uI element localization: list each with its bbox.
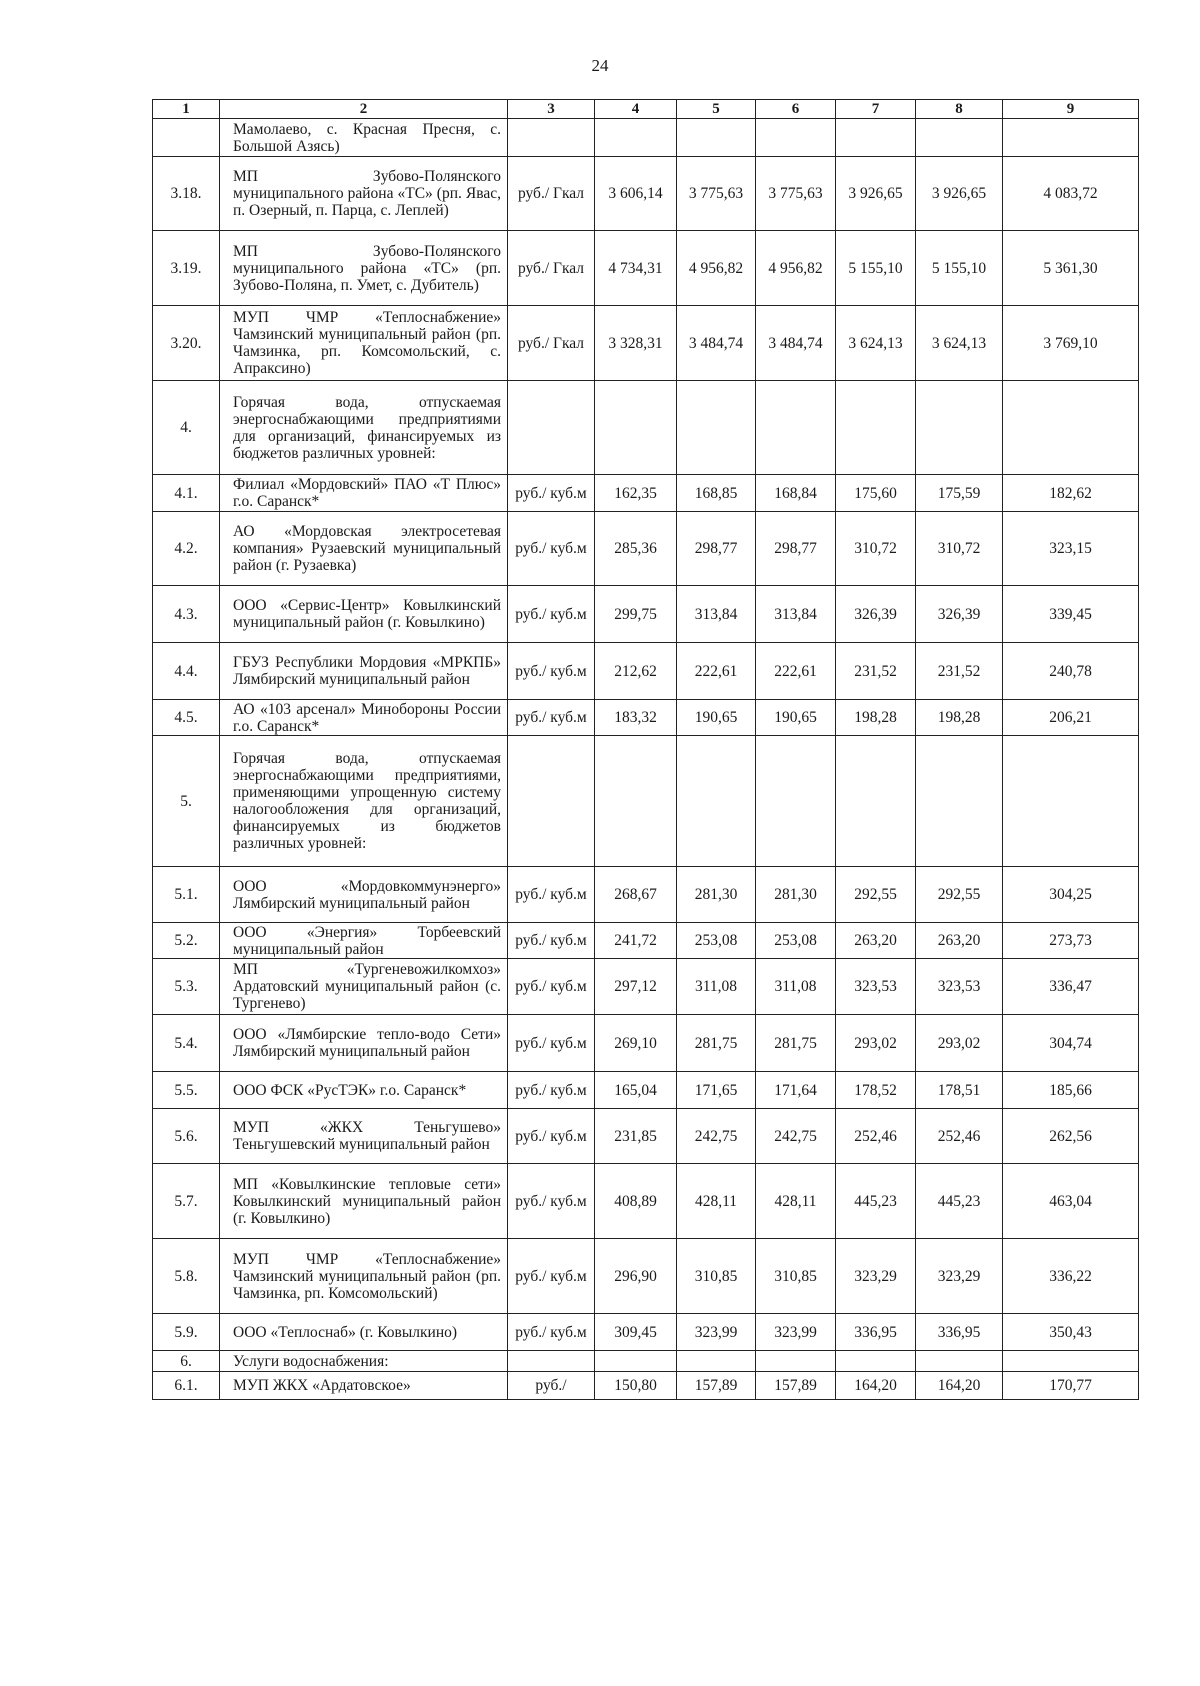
tariff-value: 183,32 [595,700,677,736]
tariff-value: 339,45 [1003,586,1139,643]
tariff-value: 310,85 [677,1239,756,1314]
unit-of-measure: руб./ куб.м [508,1072,595,1109]
column-header: 6 [756,100,836,119]
tariff-value [595,1351,677,1372]
tariff-value: 3 769,10 [1003,306,1139,381]
tariff-value [677,381,756,475]
table-row [153,231,1139,306]
tariff-value: 164,20 [836,1372,916,1400]
organization-name: АО «103 арсенал» Минобороны России г.о. Саранск* [220,700,508,736]
tariff-value: 171,64 [756,1072,836,1109]
tariff-value: 310,85 [756,1239,836,1314]
unit-of-measure: руб./ куб.м [508,1015,595,1072]
row-number: 5.7. [153,1164,220,1239]
tariff-value: 297,12 [595,959,677,1015]
tariff-value: 4 734,31 [595,231,677,306]
column-header: 7 [836,100,916,119]
tariff-value: 336,95 [836,1314,916,1351]
organization-name: Услуги водоснабжения: [220,1351,508,1372]
table-row [153,643,1139,700]
tariff-value: 269,10 [595,1015,677,1072]
tariff-value [677,119,756,157]
tariff-value: 3 926,65 [916,157,1003,231]
row-number: 3.18. [153,157,220,231]
tariff-value [1003,1351,1139,1372]
tariff-value: 326,39 [916,586,1003,643]
header-row [153,100,1139,119]
tariff-value: 293,02 [836,1015,916,1072]
tariff-value [916,381,1003,475]
tariff-value [756,119,836,157]
tariff-value: 3 775,63 [756,157,836,231]
organization-name: ООО ФСК «РусТЭК» г.о. Саранск* [220,1072,508,1109]
table-row [153,119,1139,157]
unit-of-measure: руб./ куб.м [508,512,595,586]
page-number: 24 [591,56,609,75]
tariff-value: 304,74 [1003,1015,1139,1072]
tariff-table [152,99,1139,1400]
unit-of-measure: руб./ куб.м [508,959,595,1015]
table-row [153,700,1139,736]
organization-name: ООО «Энергия» Торбеевский муниципальный район [220,923,508,959]
tariff-value: 445,23 [836,1164,916,1239]
tariff-value [916,736,1003,867]
organization-name: ООО «Лямбирские тепло-водо Сети» Лямбирский муниципальный район [220,1015,508,1072]
tariff-value: 268,67 [595,867,677,923]
table-row [153,736,1139,867]
row-number: 4.1. [153,475,220,512]
tariff-value: 182,62 [1003,475,1139,512]
tariff-value: 168,84 [756,475,836,512]
organization-name: Горячая вода, отпускаемая энергоснабжающими предприятиями для организаций, финансируемых из бюджетов различных уровней: [220,381,508,475]
row-number: 3.20. [153,306,220,381]
unit-of-measure: руб./ куб.м [508,586,595,643]
tariff-value [595,736,677,867]
tariff-value: 285,36 [595,512,677,586]
row-number: 4. [153,381,220,475]
row-number: 5.8. [153,1239,220,1314]
tariff-value: 165,04 [595,1072,677,1109]
tariff-value [756,381,836,475]
tariff-value: 3 775,63 [677,157,756,231]
table-row [153,157,1139,231]
tariff-value: 185,66 [1003,1072,1139,1109]
tariff-value: 231,52 [836,643,916,700]
tariff-value: 3 926,65 [836,157,916,231]
tariff-value: 241,72 [595,923,677,959]
unit-of-measure: руб./ куб.м [508,1164,595,1239]
organization-name: ГБУЗ Республики Мордовия «МРКПБ» Лямбирский муниципальный район [220,643,508,700]
column-header: 5 [677,100,756,119]
column-header: 2 [220,100,508,119]
tariff-value: 323,29 [916,1239,1003,1314]
table-row [153,1372,1139,1400]
organization-name: ООО «Мордовкоммунэнерго» Лямбирский муниципальный район [220,867,508,923]
tariff-value: 281,75 [756,1015,836,1072]
unit-of-measure: руб./ куб.м [508,643,595,700]
unit-of-measure [508,1351,595,1372]
tariff-value: 171,65 [677,1072,756,1109]
tariff-value: 231,85 [595,1109,677,1164]
tariff-value: 323,99 [677,1314,756,1351]
organization-name: МП Зубово-Полянского муниципального района «ТС» (рп. Зубово-Поляна, п. Умет, с. Дубитель) [220,231,508,306]
tariff-value: 175,59 [916,475,1003,512]
tariff-value: 336,22 [1003,1239,1139,1314]
tariff-value: 292,55 [836,867,916,923]
tariff-value: 170,77 [1003,1372,1139,1400]
tariff-value: 310,72 [836,512,916,586]
tariff-value: 445,23 [916,1164,1003,1239]
table-row [153,586,1139,643]
tariff-value [595,119,677,157]
unit-of-measure: руб./ куб.м [508,700,595,736]
tariff-value: 3 328,31 [595,306,677,381]
table-row [153,512,1139,586]
tariff-value: 463,04 [1003,1164,1139,1239]
tariff-value: 175,60 [836,475,916,512]
row-number: 4.5. [153,700,220,736]
tariff-value: 323,99 [756,1314,836,1351]
organization-name: АО «Мордовская электросетевая компания» Рузаевский муниципальный район (г. Рузаевка) [220,512,508,586]
tariff-value: 198,28 [836,700,916,736]
organization-name: МУП «ЖКХ Теньгушево» Теньгушевский муниципальный район [220,1109,508,1164]
tariff-value: 240,78 [1003,643,1139,700]
tariff-value: 190,65 [677,700,756,736]
tariff-value [1003,736,1139,867]
tariff-value: 296,90 [595,1239,677,1314]
tariff-value: 428,11 [677,1164,756,1239]
tariff-value: 3 606,14 [595,157,677,231]
column-header: 9 [1003,100,1139,119]
organization-name: МП «Ковылкинские тепловые сети» Ковылкинский муниципальный район (г. Ковылкино) [220,1164,508,1239]
tariff-value: 304,25 [1003,867,1139,923]
organization-name: Филиал «Мордовский» ПАО «Т Плюс» г.о. Саранск* [220,475,508,512]
table-row [153,1164,1139,1239]
tariff-value: 3 484,74 [756,306,836,381]
tariff-value: 222,61 [756,643,836,700]
row-number: 3.19. [153,231,220,306]
tariff-value: 428,11 [756,1164,836,1239]
column-header: 3 [508,100,595,119]
tariff-value: 298,77 [677,512,756,586]
table-row [153,867,1139,923]
row-number: 5.2. [153,923,220,959]
table-row [153,959,1139,1015]
tariff-value: 323,15 [1003,512,1139,586]
tariff-value: 311,08 [756,959,836,1015]
tariff-value [836,736,916,867]
tariff-value [916,1351,1003,1372]
table-row [153,306,1139,381]
unit-of-measure: руб./ Гкал [508,157,595,231]
tariff-value: 5 155,10 [836,231,916,306]
tariff-value: 299,75 [595,586,677,643]
row-number: 6.1. [153,1372,220,1400]
tariff-value: 242,75 [756,1109,836,1164]
column-header: 8 [916,100,1003,119]
tariff-value [836,1351,916,1372]
tariff-value [1003,119,1139,157]
organization-name: Мамолаево, с. Красная Пресня, с. Большой Азясь) [220,119,508,157]
tariff-value: 336,95 [916,1314,1003,1351]
tariff-value: 178,51 [916,1072,1003,1109]
tariff-value: 281,30 [677,867,756,923]
tariff-value: 242,75 [677,1109,756,1164]
tariff-value: 273,73 [1003,923,1139,959]
tariff-value: 3 624,13 [836,306,916,381]
unit-of-measure: руб./ куб.м [508,867,595,923]
tariff-value: 164,20 [916,1372,1003,1400]
table-row [153,475,1139,512]
tariff-value: 178,52 [836,1072,916,1109]
tariff-value: 298,77 [756,512,836,586]
tariff-value: 212,62 [595,643,677,700]
tariff-value [916,119,1003,157]
row-number: 4.3. [153,586,220,643]
tariff-value: 263,20 [916,923,1003,959]
tariff-value: 198,28 [916,700,1003,736]
tariff-value: 3 484,74 [677,306,756,381]
row-number: 5.5. [153,1072,220,1109]
column-header: 1 [153,100,220,119]
row-number: 5.9. [153,1314,220,1351]
tariff-value: 5 361,30 [1003,231,1139,306]
unit-of-measure: руб./ Гкал [508,231,595,306]
tariff-value: 253,08 [677,923,756,959]
row-number: 4.4. [153,643,220,700]
unit-of-measure: руб./ куб.м [508,1109,595,1164]
tariff-value: 231,52 [916,643,1003,700]
organization-name: МУП ЧМР «Теплоснабжение» Чамзинский муниципальный район (рп. Чамзинка, рп. Комсомольский, с. Апраксино) [220,306,508,381]
tariff-value: 4 956,82 [677,231,756,306]
tariff-value: 293,02 [916,1015,1003,1072]
tariff-value: 313,84 [756,586,836,643]
unit-of-measure: руб./ куб.м [508,1314,595,1351]
tariff-value: 162,35 [595,475,677,512]
tariff-value: 4 083,72 [1003,157,1139,231]
tariff-value: 281,30 [756,867,836,923]
tariff-value [1003,381,1139,475]
row-number: 5.6. [153,1109,220,1164]
organization-name: МП «Тургеневожилкомхоз» Ардатовский муниципальный район (с. Тургенево) [220,959,508,1015]
organization-name: ООО «Сервис-Центр» Ковылкинский муниципальный район (г. Ковылкино) [220,586,508,643]
unit-of-measure [508,381,595,475]
tariff-value: 336,47 [1003,959,1139,1015]
tariff-value: 3 624,13 [916,306,1003,381]
unit-of-measure [508,119,595,157]
tariff-value [836,381,916,475]
tariff-value [836,119,916,157]
table-row [153,923,1139,959]
tariff-value [677,736,756,867]
organization-name: МП Зубово-Полянского муниципального района «ТС» (рп. Явас, п. Озерный, п. Парца, с. Леплей) [220,157,508,231]
organization-name: МУП ЖКХ «Ардатовское» [220,1372,508,1400]
tariff-value [595,381,677,475]
tariff-value: 326,39 [836,586,916,643]
tariff-value: 292,55 [916,867,1003,923]
tariff-value: 222,61 [677,643,756,700]
unit-of-measure [508,736,595,867]
tariff-value: 313,84 [677,586,756,643]
table-row [153,1314,1139,1351]
unit-of-measure: руб./ [508,1372,595,1400]
tariff-value: 252,46 [836,1109,916,1164]
table-row [153,1072,1139,1109]
tariff-value: 408,89 [595,1164,677,1239]
tariff-value: 4 956,82 [756,231,836,306]
tariff-value: 150,80 [595,1372,677,1400]
tariff-value: 310,72 [916,512,1003,586]
row-number: 4.2. [153,512,220,586]
row-number: 5.1. [153,867,220,923]
table-row [153,1015,1139,1072]
tariff-value: 157,89 [677,1372,756,1400]
tariff-value: 5 155,10 [916,231,1003,306]
organization-name: Горячая вода, отпускаемая энергоснабжающими предприятиями, применяющими упрощенную систему налогообложения для организаций, финансируемых из бюджетов различных уровней: [220,736,508,867]
table-row [153,1239,1139,1314]
tariff-value: 253,08 [756,923,836,959]
tariff-value: 323,53 [916,959,1003,1015]
tariff-value: 157,89 [756,1372,836,1400]
unit-of-measure: руб./ куб.м [508,1239,595,1314]
tariff-value [756,1351,836,1372]
row-number: 6. [153,1351,220,1372]
tariff-value: 262,56 [1003,1109,1139,1164]
column-header: 4 [595,100,677,119]
row-number [153,119,220,157]
tariff-value: 252,46 [916,1109,1003,1164]
organization-name: ООО «Теплоснаб» (г. Ковылкино) [220,1314,508,1351]
organization-name: МУП ЧМР «Теплоснабжение» Чамзинский муниципальный район (рп. Чамзинка, рп. Комсомольский) [220,1239,508,1314]
table-row [153,1109,1139,1164]
unit-of-measure: руб./ куб.м [508,475,595,512]
tariff-value: 309,45 [595,1314,677,1351]
table-row [153,1351,1139,1372]
tariff-value: 323,29 [836,1239,916,1314]
row-number: 5.3. [153,959,220,1015]
tariff-value: 190,65 [756,700,836,736]
tariff-value: 323,53 [836,959,916,1015]
tariff-value: 311,08 [677,959,756,1015]
table-row [153,381,1139,475]
tariff-value [756,736,836,867]
tariff-value: 350,43 [1003,1314,1139,1351]
unit-of-measure: руб./ Гкал [508,306,595,381]
unit-of-measure: руб./ куб.м [508,923,595,959]
row-number: 5.4. [153,1015,220,1072]
tariff-value: 281,75 [677,1015,756,1072]
row-number: 5. [153,736,220,867]
tariff-value: 168,85 [677,475,756,512]
tariff-value: 206,21 [1003,700,1139,736]
tariff-value [677,1351,756,1372]
tariff-value: 263,20 [836,923,916,959]
